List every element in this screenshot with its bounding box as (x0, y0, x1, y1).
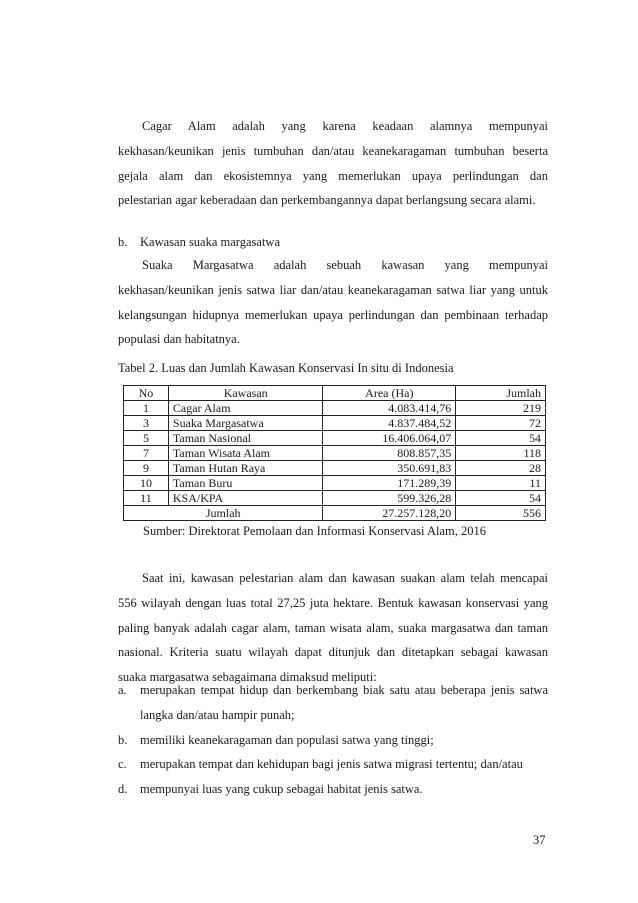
table-header-row (124, 386, 546, 401)
cell-no: 10 (124, 476, 169, 491)
header-kawasan: Kawasan (168, 386, 323, 401)
list-item (118, 777, 548, 802)
cell-jumlah: 118 (456, 446, 546, 461)
list-marker: b. (118, 732, 128, 747)
header-jumlah: Jumlah (456, 386, 546, 401)
table-row (124, 476, 546, 491)
cell-kawasan: KSA/KPA (168, 491, 323, 506)
text-line: suaka margasatwa sebagaimana dimaksud meliputi: (118, 670, 377, 685)
cell-no: 3 (124, 416, 169, 431)
cell-area: 808.857,35 (323, 446, 456, 461)
text-line: 556 wilayah dengan luas total 27,25 juta hektare. Bentuk kawasan konservasi yang (118, 595, 548, 610)
paragraph-suaka-margasatwa (118, 253, 548, 352)
text-line: kekhasan/keunikan jenis satwa liar dan/atau keanekaragaman satwa liar yang untuk (118, 282, 548, 297)
text-line: nasional. Kriteria suatu wilayah dapat ditunjuk dan ditetapkan sebagai kawasan (118, 645, 548, 660)
table-row (124, 416, 546, 431)
table-row (124, 431, 546, 446)
cell-kawasan: Taman Buru (168, 476, 323, 491)
paragraph-cagar-alam (118, 114, 548, 213)
table-row (124, 491, 546, 506)
header-no: No (124, 386, 169, 401)
cell-jumlah: 11 (456, 476, 546, 491)
cell-jumlah: 72 (456, 416, 546, 431)
list-item (118, 728, 548, 753)
cell-area: 171.289,39 (323, 476, 456, 491)
list-marker: d. (118, 782, 128, 797)
list-item (118, 752, 548, 777)
total-area: 27.257.128,20 (323, 506, 456, 521)
text-line: paling banyak adalah cagar alam, taman wisata alam, suaka margasatwa dan taman (118, 620, 548, 635)
text-line: Saat ini, kawasan pelestarian alam dan kawasan suakan alam telah mencapai (142, 571, 548, 585)
total-jumlah: 556 (456, 506, 546, 521)
conservation-table (123, 385, 546, 521)
cell-no: 7 (124, 446, 169, 461)
cell-jumlah: 219 (456, 401, 546, 416)
section-b-heading (118, 230, 548, 255)
list-marker: a. (118, 683, 127, 697)
cell-no: 1 (124, 401, 169, 416)
heading-text: Kawasan suaka margasatwa (140, 235, 280, 249)
list-marker: b. (118, 235, 128, 249)
text-line: pelestarian agar keberadaan dan perkembangannya dapat berlangsung secara alami. (118, 193, 536, 208)
cell-kawasan: Cagar Alam (168, 401, 323, 416)
cell-kawasan: Taman Nasional (168, 431, 323, 446)
text-line: mempunyai luas yang cukup sebagai habitat jenis satwa. (140, 782, 423, 797)
list-marker: c. (118, 757, 127, 772)
text-line: populasi dan habitatnya. (118, 332, 240, 347)
text-line: kelangsungan hidupnya memerlukan upaya perlindungan dan pembinaan terhadap (118, 307, 548, 322)
paragraph-summary (118, 566, 548, 690)
text-line: Suaka Margasatwa adalah sebuah kawasan yang mempunyai (142, 258, 548, 272)
cell-area: 4.837.484,52 (323, 416, 456, 431)
cell-no: 5 (124, 431, 169, 446)
table-caption: Tabel 2. Luas dan Jumlah Kawasan Konservasi In situ di Indonesia (118, 361, 454, 375)
table-row (124, 446, 546, 461)
cell-jumlah: 28 (456, 461, 546, 476)
criteria-list (118, 678, 548, 802)
table-row (124, 401, 546, 416)
table-row (124, 461, 546, 476)
cell-area: 599.326,28 (323, 491, 456, 506)
text-line: kekhasan/keunikan jenis tumbuhan dan/atau keanekaragaman tumbuhan beserta (118, 143, 548, 158)
text-line: merupakan tempat dan kehidupan bagi jenis satwa migrasi tertentu; dan/atau (140, 757, 523, 772)
list-item (118, 678, 548, 728)
cell-kawasan: Taman Hutan Raya (168, 461, 323, 476)
text-line: langka dan/atau hampir punah; (140, 707, 295, 722)
header-area: Area (Ha) (323, 386, 456, 401)
cell-area: 350.691,83 (323, 461, 456, 476)
table-total-row (124, 506, 546, 521)
cell-area: 4.083.414,76 (323, 401, 456, 416)
cell-kawasan: Suaka Margasatwa (168, 416, 323, 431)
cell-kawasan: Taman Wisata Alam (168, 446, 323, 461)
text-line: gejala alam dan ekosistemnya yang memerlukan upaya perlindungan dan (118, 168, 548, 183)
cell-jumlah: 54 (456, 431, 546, 446)
text-line: merupakan tempat hidup dan berkembang biak satu atau beberapa jenis satwa (140, 683, 548, 697)
cell-jumlah: 54 (456, 491, 546, 506)
cell-area: 16.406.064,07 (323, 431, 456, 446)
text-line: memiliki keanekaragaman dan populasi satwa yang tinggi; (140, 732, 434, 747)
cell-no: 9 (124, 461, 169, 476)
page-number: 37 (533, 833, 546, 847)
cell-no: 11 (124, 491, 169, 506)
text-line: Cagar Alam adalah yang karena keadaan alamnya mempunyai (142, 119, 548, 133)
total-label: Jumlah (124, 506, 323, 521)
table-source: Sumber: Direktorat Pemolaan dan Informasi Konservasi Alam, 2016 (143, 524, 486, 538)
